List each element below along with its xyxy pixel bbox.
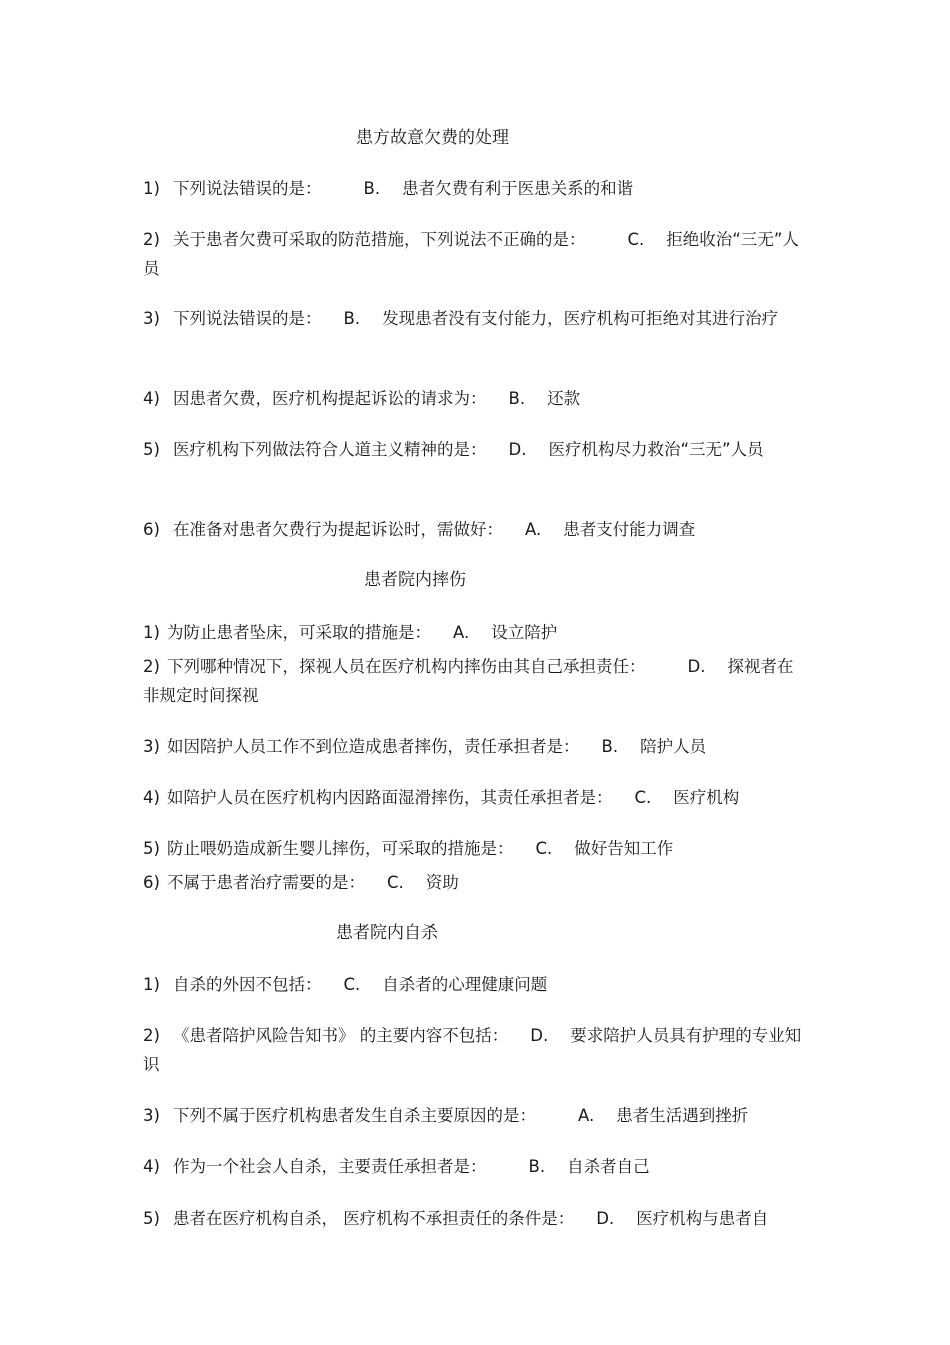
question-number: 2): [143, 657, 160, 676]
question-text: 作为一个社会人自杀，主要责任承担者是：: [173, 1157, 487, 1176]
answer-text: 患者欠费有利于医患关系的和谐: [402, 179, 634, 198]
question-number: 2): [143, 1026, 160, 1045]
question-item: [143, 732, 808, 761]
answer-text: 自杀者的心理健康问题: [382, 975, 548, 994]
answer-option: C.: [535, 839, 553, 858]
answer-option: D.: [596, 1209, 615, 1228]
answer-text: 要求陪护人员具有护理的专业知识: [143, 1026, 802, 1074]
question-number: 5): [143, 1209, 160, 1228]
question-item: [143, 1101, 808, 1130]
question-item: [143, 868, 808, 897]
answer-text: 发现患者没有支付能力，医疗机构可拒绝对其进行治疗: [382, 309, 779, 328]
question-item: [143, 174, 808, 203]
question-number: 4): [143, 1157, 160, 1176]
answer-option: B.: [363, 179, 381, 198]
question-text: 下列说法错误的是：: [173, 309, 322, 328]
question-number: 3): [143, 737, 160, 756]
answer-option: A.: [525, 520, 542, 539]
question-number: 3): [143, 309, 160, 328]
answer-option: D.: [508, 440, 527, 459]
question-item: [143, 970, 808, 999]
answer-option: B.: [528, 1157, 546, 1176]
question-text: 医疗机构下列做法符合人道主义精神的是：: [173, 440, 487, 459]
answer-option: B.: [508, 389, 526, 408]
question-item: [143, 783, 808, 812]
answer-option: C.: [387, 873, 404, 892]
question-text: 因患者欠费，医疗机构提起诉讼的请求为：: [173, 389, 487, 408]
question-text: 为防止患者坠床，可采取的措施是：: [167, 623, 431, 642]
question-text: 下列不属于医疗机构患者发生自杀主要原因的是：: [173, 1106, 536, 1125]
answer-text: 患者生活遇到挫折: [616, 1106, 749, 1125]
question-item: [143, 1152, 808, 1181]
question-number: 6): [143, 520, 160, 539]
answer-text: 陪护人员: [640, 737, 707, 756]
answer-text: 设立陪护: [491, 623, 558, 642]
answer-option: C.: [634, 788, 652, 807]
section-title: 患方故意欠费的处理: [356, 128, 509, 148]
question-text: 下列哪种情况下，探视人员在医疗机构内摔伤由其自己承担责任：: [167, 657, 646, 676]
question-item: [143, 652, 808, 710]
answer-option: C.: [627, 230, 645, 249]
question-text: 防止喂奶造成新生婴儿摔伤，可采取的措施是：: [167, 839, 514, 858]
question-text: 患者在医疗机构自杀， 医疗机构不承担责任的条件是：: [173, 1209, 575, 1228]
answer-option: A.: [578, 1106, 595, 1125]
question-item: [143, 618, 808, 647]
question-number: 5): [143, 440, 160, 459]
answer-text: 还款: [547, 389, 581, 408]
answer-text: 做好告知工作: [574, 839, 674, 858]
question-item: [143, 1204, 808, 1233]
answer-option: A.: [453, 623, 470, 642]
answer-text: 患者支付能力调查: [563, 520, 696, 539]
question-text: 关于患者欠费可采取的防范措施，下列说法不正确的是：: [173, 230, 586, 249]
question-item: [143, 515, 808, 544]
question-text: 下列说法错误的是：: [173, 179, 322, 198]
question-text: 《患者陪护风险告知书》 的主要内容不包括：: [173, 1026, 509, 1045]
question-number: 1): [143, 975, 160, 994]
question-number: 1): [143, 179, 160, 198]
question-item: [143, 304, 808, 333]
question-number: 1): [143, 623, 160, 642]
answer-text: 医疗机构: [673, 788, 740, 807]
section-title: 患者院内摔伤: [364, 570, 466, 590]
answer-option: D.: [530, 1026, 549, 1045]
section-title: 患者院内自杀: [336, 923, 438, 943]
answer-text: 自杀者自己: [567, 1157, 650, 1176]
answer-text: 医疗机构尽力救治“三无”人员: [548, 440, 764, 459]
question-item: [143, 225, 808, 283]
question-number: 6): [143, 873, 160, 892]
question-number: 3): [143, 1106, 160, 1125]
question-number: 4): [143, 389, 160, 408]
question-item: [143, 834, 808, 863]
answer-option: D.: [687, 657, 706, 676]
question-item: [143, 384, 808, 413]
question-text: 在准备对患者欠费行为提起诉讼时，需做好：: [173, 520, 503, 539]
question-text: 如因陪护人员工作不到位造成患者摔伤，责任承担者是：: [167, 737, 580, 756]
answer-text: 资助: [425, 873, 459, 892]
answer-option: B.: [343, 309, 361, 328]
answer-text: 拒绝收治“三无”人员: [143, 230, 799, 278]
question-item: [143, 435, 808, 464]
question-text: 不属于患者治疗需要的是：: [167, 873, 365, 892]
answer-option: C.: [343, 975, 361, 994]
question-text: 自杀的外因不包括：: [173, 975, 322, 994]
question-number: 2): [143, 230, 160, 249]
question-number: 5): [143, 839, 160, 858]
answer-text: 医疗机构与患者自: [636, 1209, 769, 1228]
answer-option: B.: [601, 737, 619, 756]
answer-text: 探视者在非规定时间探视: [143, 657, 794, 705]
question-item: [143, 1021, 808, 1079]
question-number: 4): [143, 788, 160, 807]
question-text: 如陪护人员在医疗机构内因路面湿滑摔伤，其责任承担者是：: [167, 788, 613, 807]
